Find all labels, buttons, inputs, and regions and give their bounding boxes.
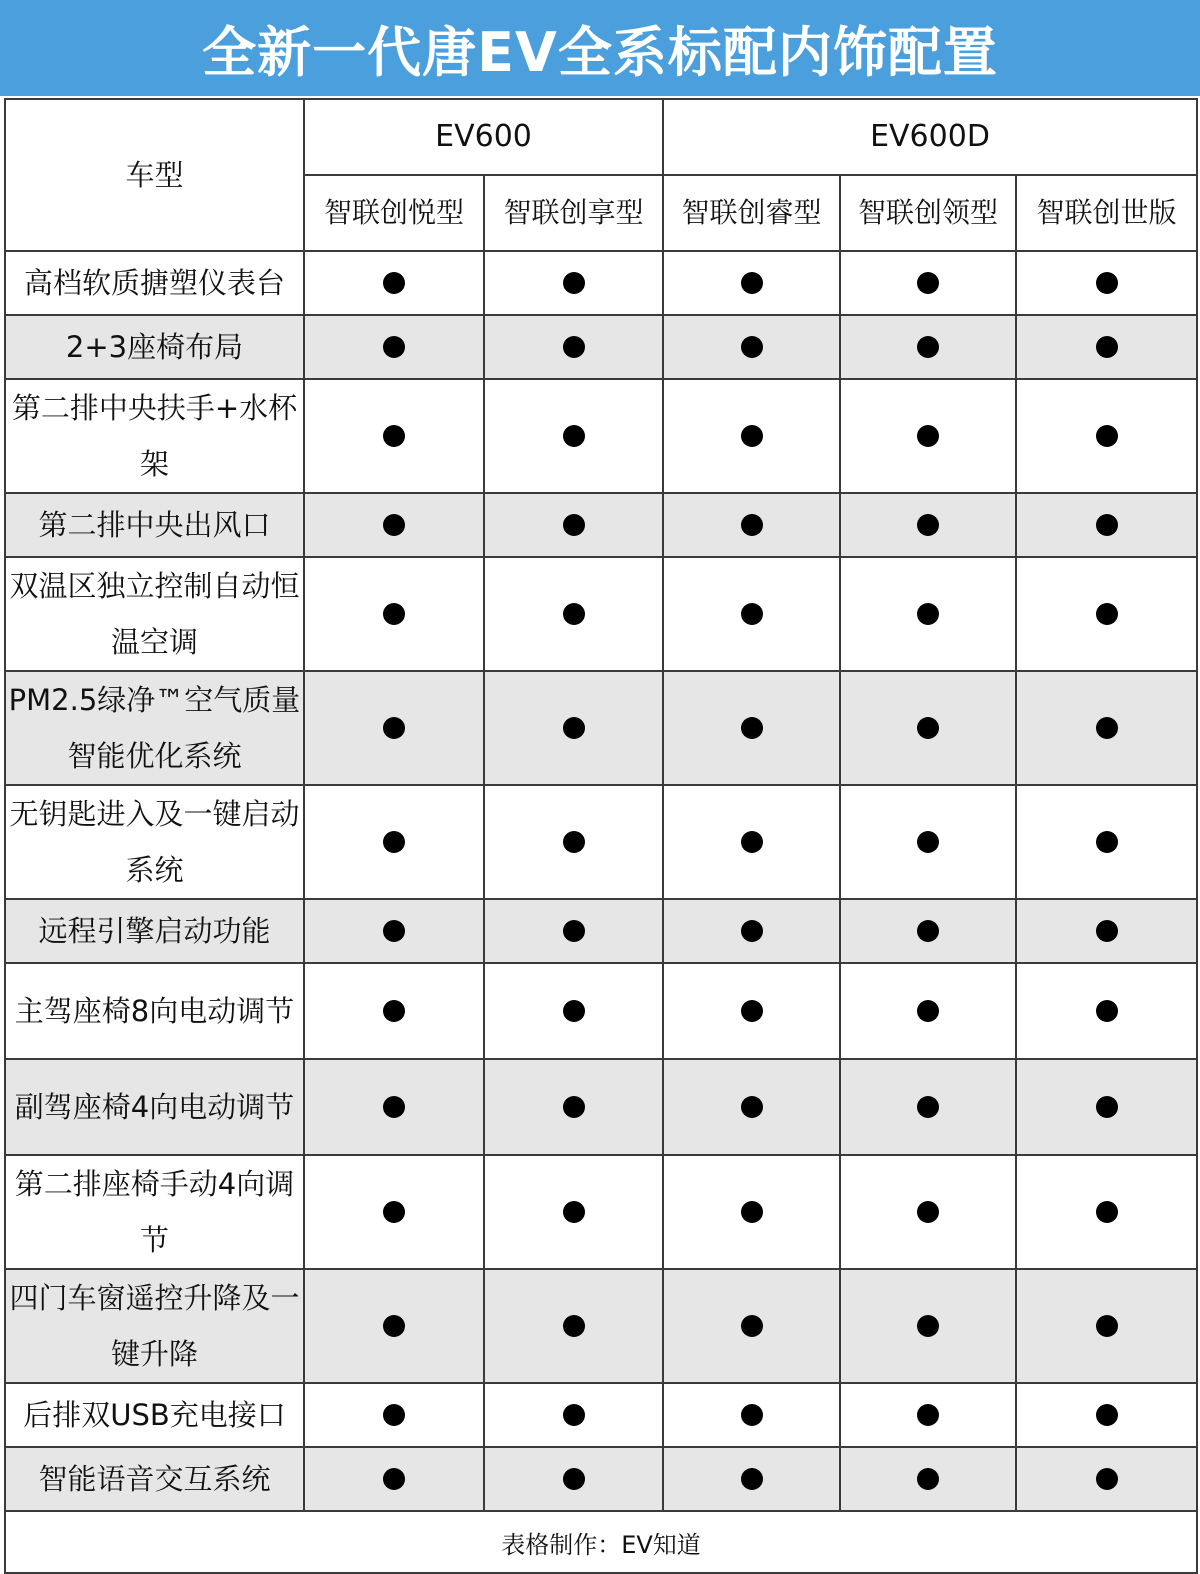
feature-cell <box>840 963 1016 1059</box>
trim-header: 智联创领型 <box>840 175 1016 251</box>
standard-dot-icon <box>917 272 939 294</box>
standard-dot-icon <box>741 272 763 294</box>
standard-dot-icon <box>383 1000 405 1022</box>
standard-dot-icon <box>741 1468 763 1490</box>
feature-cell <box>663 671 840 785</box>
feature-cell <box>663 1059 840 1155</box>
feature-cell <box>663 1269 840 1383</box>
standard-dot-icon <box>563 831 585 853</box>
feature-cell <box>840 251 1016 315</box>
standard-dot-icon <box>1096 1404 1118 1426</box>
feature-cell <box>1016 1155 1197 1269</box>
feature-name: 无钥匙进入及一键启动系统 <box>5 785 304 899</box>
standard-dot-icon <box>917 1000 939 1022</box>
table-row <box>5 493 1197 557</box>
feature-cell <box>1016 899 1197 963</box>
feature-cell <box>304 1269 484 1383</box>
feature-cell <box>840 493 1016 557</box>
feature-cell <box>840 671 1016 785</box>
standard-dot-icon <box>1096 336 1118 358</box>
feature-cell <box>840 1155 1016 1269</box>
trim-header: 智联创悦型 <box>304 175 484 251</box>
feature-cell <box>1016 1383 1197 1447</box>
standard-dot-icon <box>1096 831 1118 853</box>
standard-dot-icon <box>563 336 585 358</box>
table-row <box>5 899 1197 963</box>
standard-dot-icon <box>383 920 405 942</box>
model-ev600: EV600 <box>304 99 663 175</box>
feature-cell <box>304 1447 484 1511</box>
feature-name: 双温区独立控制自动恒温空调 <box>5 557 304 671</box>
standard-dot-icon <box>917 1201 939 1223</box>
feature-cell <box>484 1155 663 1269</box>
standard-dot-icon <box>1096 514 1118 536</box>
feature-cell <box>840 899 1016 963</box>
feature-name: 智能语音交互系统 <box>5 1447 304 1511</box>
feature-cell <box>304 493 484 557</box>
standard-dot-icon <box>563 1468 585 1490</box>
feature-cell <box>304 315 484 379</box>
standard-dot-icon <box>741 717 763 739</box>
page-title: 全新一代唐EV全系标配内饰配置 <box>202 20 998 84</box>
standard-dot-icon <box>383 1404 405 1426</box>
standard-dot-icon <box>917 920 939 942</box>
standard-dot-icon <box>741 336 763 358</box>
standard-dot-icon <box>917 831 939 853</box>
feature-cell <box>484 493 663 557</box>
standard-dot-icon <box>563 1000 585 1022</box>
feature-cell <box>1016 493 1197 557</box>
feature-cell <box>663 1383 840 1447</box>
feature-cell <box>304 251 484 315</box>
feature-name: 第二排中央出风口 <box>5 493 304 557</box>
table-row <box>5 963 1197 1059</box>
feature-cell <box>304 557 484 671</box>
trim-header: 智联创睿型 <box>663 175 840 251</box>
feature-cell <box>484 1383 663 1447</box>
feature-cell <box>840 1059 1016 1155</box>
standard-dot-icon <box>917 717 939 739</box>
table-row <box>5 557 1197 671</box>
feature-cell <box>304 379 484 493</box>
standard-dot-icon <box>383 514 405 536</box>
feature-cell <box>663 785 840 899</box>
table-row <box>5 1059 1197 1155</box>
standard-dot-icon <box>1096 1000 1118 1022</box>
standard-dot-icon <box>563 272 585 294</box>
feature-cell <box>663 557 840 671</box>
feature-name: 第二排中央扶手+水杯架 <box>5 379 304 493</box>
standard-dot-icon <box>741 425 763 447</box>
standard-dot-icon <box>1096 920 1118 942</box>
standard-dot-icon <box>1096 1201 1118 1223</box>
standard-dot-icon <box>741 1315 763 1337</box>
feature-cell <box>484 1059 663 1155</box>
table-row <box>5 315 1197 379</box>
table-credit: 表格制作：EV知道 <box>5 1511 1197 1573</box>
standard-dot-icon <box>741 1000 763 1022</box>
feature-cell <box>304 671 484 785</box>
standard-dot-icon <box>563 717 585 739</box>
standard-dot-icon <box>741 831 763 853</box>
table-row <box>5 1269 1197 1383</box>
footer-row <box>5 1511 1197 1573</box>
standard-dot-icon <box>917 1315 939 1337</box>
feature-cell <box>1016 1447 1197 1511</box>
standard-dot-icon <box>1096 425 1118 447</box>
feature-cell <box>1016 785 1197 899</box>
feature-cell <box>663 1447 840 1511</box>
feature-cell <box>663 493 840 557</box>
standard-dot-icon <box>383 272 405 294</box>
feature-cell <box>304 1155 484 1269</box>
trim-header: 智联创享型 <box>484 175 663 251</box>
standard-dot-icon <box>1096 1096 1118 1118</box>
standard-dot-icon <box>383 831 405 853</box>
feature-cell <box>663 1155 840 1269</box>
table-row <box>5 785 1197 899</box>
standard-dot-icon <box>917 425 939 447</box>
feature-cell <box>304 1383 484 1447</box>
feature-name: 远程引擎启动功能 <box>5 899 304 963</box>
header-row-models <box>5 99 1197 175</box>
feature-cell <box>840 1269 1016 1383</box>
feature-cell <box>304 963 484 1059</box>
feature-cell <box>840 785 1016 899</box>
feature-name: 后排双USB充电接口 <box>5 1383 304 1447</box>
standard-dot-icon <box>383 336 405 358</box>
feature-cell <box>663 963 840 1059</box>
standard-dot-icon <box>1096 603 1118 625</box>
header-row-label: 车型 <box>5 99 304 251</box>
feature-cell <box>1016 671 1197 785</box>
feature-name: 2+3座椅布局 <box>5 315 304 379</box>
trim-header: 智联创世版 <box>1016 175 1197 251</box>
standard-dot-icon <box>741 1096 763 1118</box>
standard-dot-icon <box>563 603 585 625</box>
standard-dot-icon <box>917 603 939 625</box>
feature-cell <box>663 315 840 379</box>
table-row <box>5 1155 1197 1269</box>
standard-dot-icon <box>741 603 763 625</box>
standard-dot-icon <box>563 1315 585 1337</box>
feature-cell <box>484 1269 663 1383</box>
feature-cell <box>1016 963 1197 1059</box>
standard-dot-icon <box>917 514 939 536</box>
feature-cell <box>1016 1269 1197 1383</box>
standard-dot-icon <box>917 1404 939 1426</box>
feature-cell <box>484 671 663 785</box>
table-row <box>5 671 1197 785</box>
title-banner <box>0 0 1200 96</box>
feature-cell <box>840 1447 1016 1511</box>
standard-dot-icon <box>1096 717 1118 739</box>
standard-dot-icon <box>383 1201 405 1223</box>
feature-name: 四门车窗遥控升降及一键升降 <box>5 1269 304 1383</box>
feature-name: 主驾座椅8向电动调节 <box>5 963 304 1059</box>
standard-dot-icon <box>917 1468 939 1490</box>
model-ev600d: EV600D <box>663 99 1197 175</box>
feature-cell <box>484 1447 663 1511</box>
standard-dot-icon <box>563 514 585 536</box>
feature-cell <box>840 379 1016 493</box>
standard-dot-icon <box>1096 1468 1118 1490</box>
feature-cell <box>484 379 663 493</box>
feature-name: 副驾座椅4向电动调节 <box>5 1059 304 1155</box>
standard-dot-icon <box>383 1468 405 1490</box>
feature-cell <box>1016 379 1197 493</box>
feature-cell <box>840 557 1016 671</box>
standard-dot-icon <box>383 717 405 739</box>
standard-dot-icon <box>741 1404 763 1426</box>
standard-dot-icon <box>383 1096 405 1118</box>
feature-cell <box>484 557 663 671</box>
feature-cell <box>484 251 663 315</box>
standard-dot-icon <box>563 920 585 942</box>
standard-dot-icon <box>917 1096 939 1118</box>
standard-dot-icon <box>917 336 939 358</box>
feature-cell <box>484 315 663 379</box>
feature-cell <box>484 963 663 1059</box>
table-row <box>5 379 1197 493</box>
standard-dot-icon <box>563 1201 585 1223</box>
standard-dot-icon <box>1096 272 1118 294</box>
feature-cell <box>840 1383 1016 1447</box>
standard-dot-icon <box>1096 1315 1118 1337</box>
standard-dot-icon <box>563 1096 585 1118</box>
feature-cell <box>1016 251 1197 315</box>
table-row <box>5 1447 1197 1511</box>
feature-cell <box>663 899 840 963</box>
standard-dot-icon <box>383 1315 405 1337</box>
feature-cell <box>304 785 484 899</box>
standard-dot-icon <box>563 425 585 447</box>
feature-cell <box>304 899 484 963</box>
feature-name: 第二排座椅手动4向调节 <box>5 1155 304 1269</box>
table-row <box>5 1383 1197 1447</box>
standard-dot-icon <box>563 1404 585 1426</box>
feature-cell <box>1016 315 1197 379</box>
standard-dot-icon <box>383 425 405 447</box>
standard-dot-icon <box>741 514 763 536</box>
feature-cell <box>484 899 663 963</box>
feature-name: PM2.5绿净™空气质量智能优化系统 <box>5 671 304 785</box>
feature-cell <box>304 1059 484 1155</box>
standard-dot-icon <box>383 603 405 625</box>
standard-dot-icon <box>741 1201 763 1223</box>
standard-dot-icon <box>741 920 763 942</box>
spec-table <box>4 98 1198 1574</box>
feature-cell <box>1016 1059 1197 1155</box>
feature-cell <box>663 251 840 315</box>
feature-name: 高档软质搪塑仪表台 <box>5 251 304 315</box>
feature-cell <box>663 379 840 493</box>
feature-cell <box>1016 557 1197 671</box>
table-row <box>5 251 1197 315</box>
feature-cell <box>840 315 1016 379</box>
feature-cell <box>484 785 663 899</box>
